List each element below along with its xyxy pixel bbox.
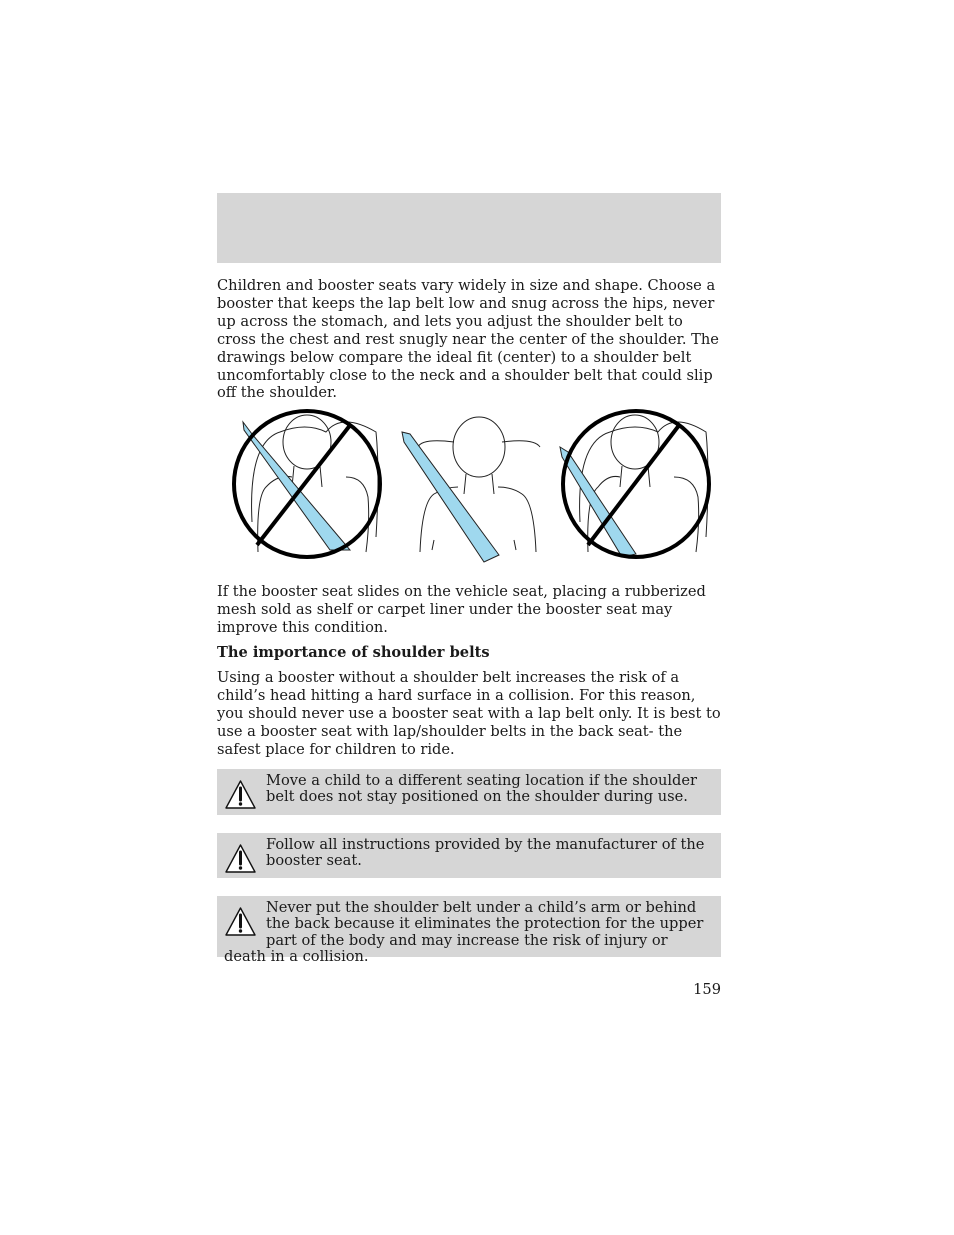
shoulder-belts-heading: The importance of shoulder belts [217,644,490,661]
belt-near-neck-drawing [234,411,380,557]
shoulder-belts-paragraph: Using a booster without a shoulder belt increases the risk of a child’s head hitting a hard surface in a collision. For this reason, you should never use a booster seat with a lap belt only. It is best to use a booster seat with lap/shoulder belts in the back seat- the safest place for children to ride. [217,669,721,758]
warning-box-3 [217,896,721,965]
page-number: 159 [693,981,721,998]
intro-paragraph: Children and booster seats vary widely in size and shape. Choose a booster that keeps the lap belt low and snug across the hips, never up across the stomach, and lets you adjust the shoulder belt to cross the chest and rest snugly near the center of the shoulder. The drawings below compare the ideal fit (center) to a shoulder belt uncomfortably close to the neck and a shoulder belt that could slip off the shoulder. [217,277,719,402]
warning-text-3: Never put the shoulder belt under a child’s arm or behind the back because it eliminates the protection for the upper part of the body and may increase the risk of injury or death in a collision. [224,899,704,965]
warning-text-2: Follow all instructions provided by the manufacturer of the booster seat. [266,836,705,870]
warning-triangle-icon [224,843,257,875]
warning-box-1 [217,769,721,815]
warning-triangle-icon [224,779,257,811]
warning-text-1: Move a child to a different seating location if the shoulder belt does not stay positioned on the shoulder during use. [266,772,698,806]
warning-box-2 [217,833,721,878]
warning-triangle-icon [224,906,257,938]
section-header-band [217,193,721,263]
belt-correct-fit-drawing [402,417,540,562]
belt-off-shoulder-drawing [560,411,709,557]
belt-fit-illustration [222,402,722,567]
mesh-liner-paragraph: If the booster seat slides on the vehicle seat, placing a rubberized mesh sold as shelf or carpet liner under the booster seat may improve this condition. [217,583,706,636]
